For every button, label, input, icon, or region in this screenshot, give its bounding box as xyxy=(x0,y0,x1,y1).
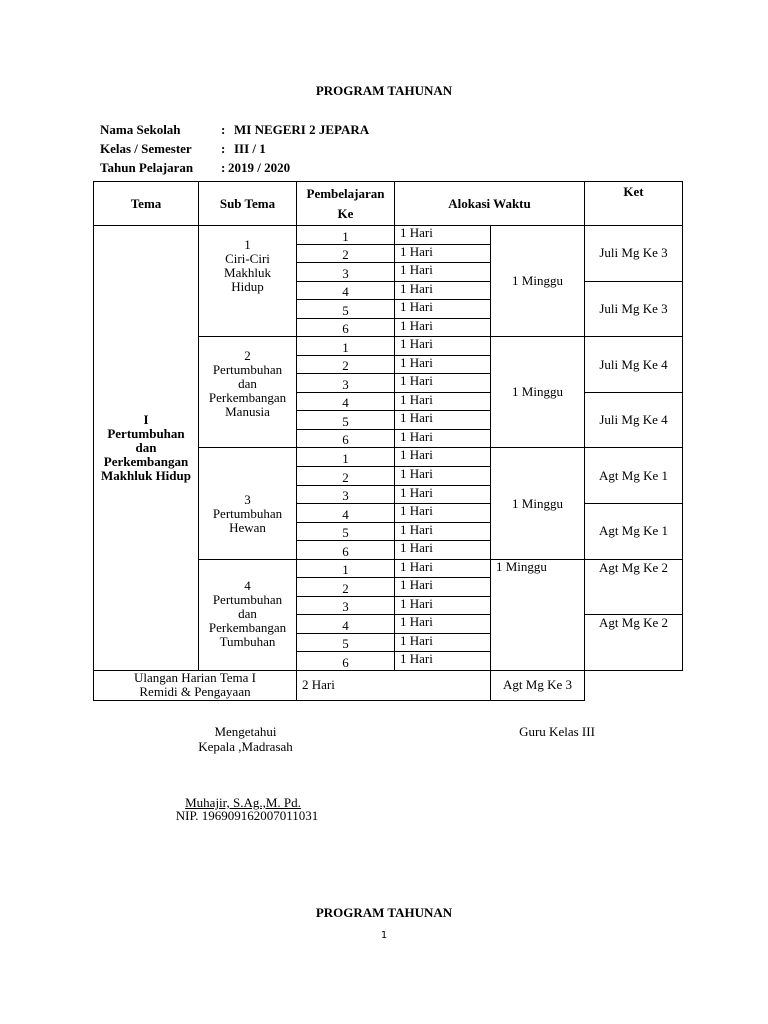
info-label-year: Tahun Pelajaran xyxy=(100,160,194,175)
alokasi-hari: 1 Hari xyxy=(395,318,491,337)
table-row xyxy=(94,226,683,245)
info-value-year: 2019 / 2020 xyxy=(228,160,291,175)
lesson-number: 1 xyxy=(297,337,395,356)
table-row-ulangan xyxy=(94,670,683,700)
lesson-number: 6 xyxy=(297,652,395,671)
lesson-number: 4 xyxy=(297,615,395,634)
subtema-number: 2 xyxy=(244,348,251,364)
lesson-number: 5 xyxy=(297,633,395,652)
ulangan-line1: Ulangan Harian Tema I xyxy=(134,670,256,686)
info-label-school: Nama Sekolah xyxy=(100,122,181,137)
header-subtema: Sub Tema xyxy=(199,182,297,226)
alokasi-minggu: 1 Minggu xyxy=(491,337,585,448)
tema-name: Pertumbuhan dan Perkembangan Makhluk Hidup xyxy=(101,425,191,483)
alokasi-hari: 1 Hari xyxy=(395,504,491,523)
alokasi-hari: 1 Hari xyxy=(395,466,491,485)
lesson-number: 1 xyxy=(297,448,395,467)
alokasi-hari: 1 Hari xyxy=(395,226,491,245)
info-sep-school: : xyxy=(221,122,226,137)
alokasi-hari: 1 Hari xyxy=(395,448,491,467)
lesson-number: 2 xyxy=(297,244,395,263)
lesson-number: 4 xyxy=(297,504,395,523)
lesson-number: 2 xyxy=(297,466,395,485)
lesson-number: 3 xyxy=(297,263,395,282)
alokasi-hari: 1 Hari xyxy=(395,411,491,430)
subtema-name: Pertumbuhan dan Perkembangan Tumbuhan xyxy=(208,591,287,649)
alokasi-hari: 1 Hari xyxy=(395,615,491,634)
alokasi-minggu: 1 Minggu xyxy=(491,559,585,670)
alokasi-hari: 1 Hari xyxy=(395,392,491,411)
lesson-number: 4 xyxy=(297,281,395,300)
lesson-number: 5 xyxy=(297,522,395,541)
alokasi-hari: 1 Hari xyxy=(395,374,491,393)
alokasi-hari: 1 Hari xyxy=(395,429,491,448)
tema-cell xyxy=(94,226,199,671)
sig-right-line1: Guru Kelas III xyxy=(519,724,595,739)
alokasi-hari: 1 Hari xyxy=(395,337,491,356)
ulangan-alokasi: 2 Hari xyxy=(297,670,491,700)
tema-number: I xyxy=(143,411,149,427)
lesson-number: 3 xyxy=(297,596,395,615)
alokasi-hari: 1 Hari xyxy=(395,244,491,263)
lesson-number: 1 xyxy=(297,226,395,245)
header-alokasi: Alokasi Waktu xyxy=(395,182,585,226)
alokasi-hari: 1 Hari xyxy=(395,281,491,300)
alokasi-hari: 1 Hari xyxy=(395,263,491,282)
lesson-number: 5 xyxy=(297,411,395,430)
ket-cell: Agt Mg Ke 2 xyxy=(585,559,683,615)
subtema-cell xyxy=(199,559,297,670)
sig-left-name: Muhajir, S.Ag.,M. Pd. xyxy=(185,795,301,810)
ulangan-cell xyxy=(94,670,297,700)
info-sep-year: : xyxy=(221,160,226,175)
lesson-number: 5 xyxy=(297,300,395,319)
alokasi-hari: 1 Hari xyxy=(395,633,491,652)
alokasi-hari: 1 Hari xyxy=(395,596,491,615)
header-ket: Ket xyxy=(585,182,683,226)
subtema-name: Pertumbuhan dan Perkembangan Manusia xyxy=(208,362,287,420)
lesson-number: 6 xyxy=(297,429,395,448)
sig-left-line1: Mengetahui xyxy=(214,724,277,739)
program-table xyxy=(93,181,683,701)
lesson-number: 2 xyxy=(297,355,395,374)
alokasi-hari: 1 Hari xyxy=(395,522,491,541)
alokasi-hari: 1 Hari xyxy=(395,541,491,560)
sig-left-nip: NIP. 196909162007011031 xyxy=(175,808,319,823)
ket-cell: Juli Mg Ke 4 xyxy=(585,392,683,448)
lesson-number: 1 xyxy=(297,559,395,578)
lesson-number: 6 xyxy=(297,541,395,560)
subtema-cell xyxy=(199,337,297,448)
ket-cell: Juli Mg Ke 4 xyxy=(585,337,683,393)
alokasi-minggu: 1 Minggu xyxy=(491,448,585,559)
subtema-name: Pertumbuhan Hewan xyxy=(212,505,283,535)
sig-left-line2: Kepala ,Madrasah xyxy=(198,739,293,754)
alokasi-minggu: 1 Minggu xyxy=(491,226,585,337)
ket-cell: Juli Mg Ke 3 xyxy=(585,226,683,282)
alokasi-hari: 1 Hari xyxy=(395,300,491,319)
alokasi-hari: 1 Hari xyxy=(395,578,491,597)
lesson-number: 4 xyxy=(297,392,395,411)
info-sep-class: : xyxy=(221,141,226,156)
alokasi-hari: 1 Hari xyxy=(395,485,491,504)
subtema-number: 1 xyxy=(244,237,251,253)
header-pembelajaran: Pembelajaran Ke xyxy=(297,182,395,226)
lesson-number: 3 xyxy=(297,374,395,393)
ket-cell: Agt Mg Ke 1 xyxy=(585,504,683,560)
subtema-number: 4 xyxy=(244,577,251,593)
page-number: 1 xyxy=(380,930,388,941)
ket-cell: Agt Mg Ke 2 xyxy=(585,615,683,671)
subtema-name: Ciri-Ciri Makhluk Hidup xyxy=(224,251,271,295)
ket-cell: Juli Mg Ke 3 xyxy=(585,281,683,337)
ulangan-ket: Agt Mg Ke 3 xyxy=(491,670,585,700)
info-value-class: III / 1 xyxy=(234,141,266,156)
alokasi-hari: 1 Hari xyxy=(395,559,491,578)
lesson-number: 2 xyxy=(297,578,395,597)
info-label-class: Kelas / Semester xyxy=(100,141,192,156)
lesson-number: 3 xyxy=(297,485,395,504)
alokasi-hari: 1 Hari xyxy=(395,652,491,671)
ulangan-line2: Remidi & Pengayaan xyxy=(139,684,251,700)
subtema-cell xyxy=(199,448,297,559)
info-value-school: MI NEGERI 2 JEPARA xyxy=(234,122,370,137)
page-title: PROGRAM TAHUNAN xyxy=(315,83,453,98)
table-header-row xyxy=(94,182,683,226)
alokasi-hari: 1 Hari xyxy=(395,355,491,374)
header-tema: Tema xyxy=(94,182,199,226)
footer-title: PROGRAM TAHUNAN xyxy=(315,905,453,920)
subtema-number: 3 xyxy=(244,491,251,507)
ket-cell: Agt Mg Ke 1 xyxy=(585,448,683,504)
subtema-cell xyxy=(199,226,297,337)
lesson-number: 6 xyxy=(297,318,395,337)
